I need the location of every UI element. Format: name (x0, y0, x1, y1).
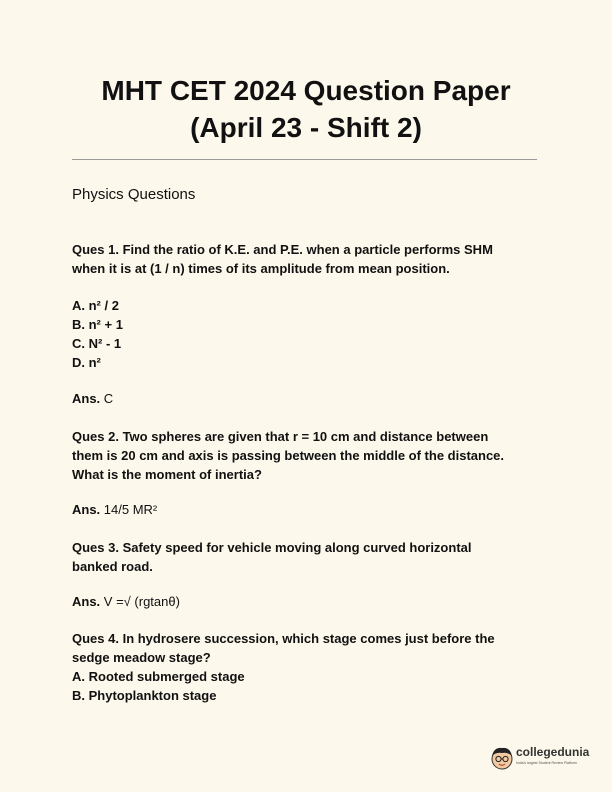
question-1 (72, 240, 542, 278)
question-4-line-1: Ques 4. In hydrosere succession, which stage comes just before the (72, 631, 495, 646)
section-title: Physics Questions (72, 186, 196, 203)
question-2-line-1: Ques 2. Two spheres are given that r = 10 cm and distance between (72, 429, 489, 444)
question-1-answer (72, 389, 542, 408)
question-3 (72, 538, 542, 576)
option-d: D. n² (72, 355, 101, 370)
question-3-line-2: banked road. (72, 559, 153, 574)
question-2-line-2: them is 20 cm and axis is passing between the middle of the distance. (72, 448, 505, 463)
option-a: A. n² / 2 (72, 298, 119, 313)
question-2 (72, 427, 542, 484)
question-3-line-1: Ques 3. Safety speed for vehicle moving along curved horizontal (72, 540, 472, 555)
question-1-text (72, 240, 542, 278)
question-2-line-3: What is the moment of inertia? (72, 467, 262, 482)
question-2-text (72, 427, 542, 484)
collegedunia-logo (488, 742, 588, 776)
answer-label: Ans. (72, 594, 101, 609)
question-4-text (72, 629, 542, 667)
option-c: C. N² - 1 (72, 336, 122, 351)
question-3-text (72, 538, 542, 576)
question-4 (72, 629, 542, 705)
question-3-answer (72, 592, 542, 611)
question-1-line-1: Ques 1. Find the ratio of K.E. and P.E. when a particle performs SHM (72, 242, 493, 257)
title-line-2: (April 23 - Shift 2) (190, 112, 422, 143)
logo-name: collegedunia (516, 745, 590, 759)
page-title (0, 72, 612, 146)
mascot-face-icon (488, 744, 516, 772)
answer-value: V =√ (rgtanθ) (103, 594, 180, 609)
question-4-option-a: A. Rooted submerged stage (72, 669, 245, 684)
question-4-option-b: B. Phytoplankton stage (72, 688, 217, 703)
question-4-line-2: sedge meadow stage? (72, 650, 211, 665)
answer-label: Ans. (72, 391, 101, 406)
logo-tagline: India's largest Student Review Platform (516, 761, 577, 765)
answer-value: C (103, 391, 114, 406)
option-b: B. n² + 1 (72, 317, 123, 332)
question-1-line-2: when it is at (1 / n) times of its amplitude from mean position. (72, 261, 450, 276)
answer-value: 14/5 MR² (103, 502, 158, 517)
question-1-options (72, 296, 542, 372)
answer-label: Ans. (72, 502, 101, 517)
title-line-1: MHT CET 2024 Question Paper (101, 75, 511, 106)
question-2-answer (72, 500, 542, 519)
title-divider (72, 159, 537, 160)
